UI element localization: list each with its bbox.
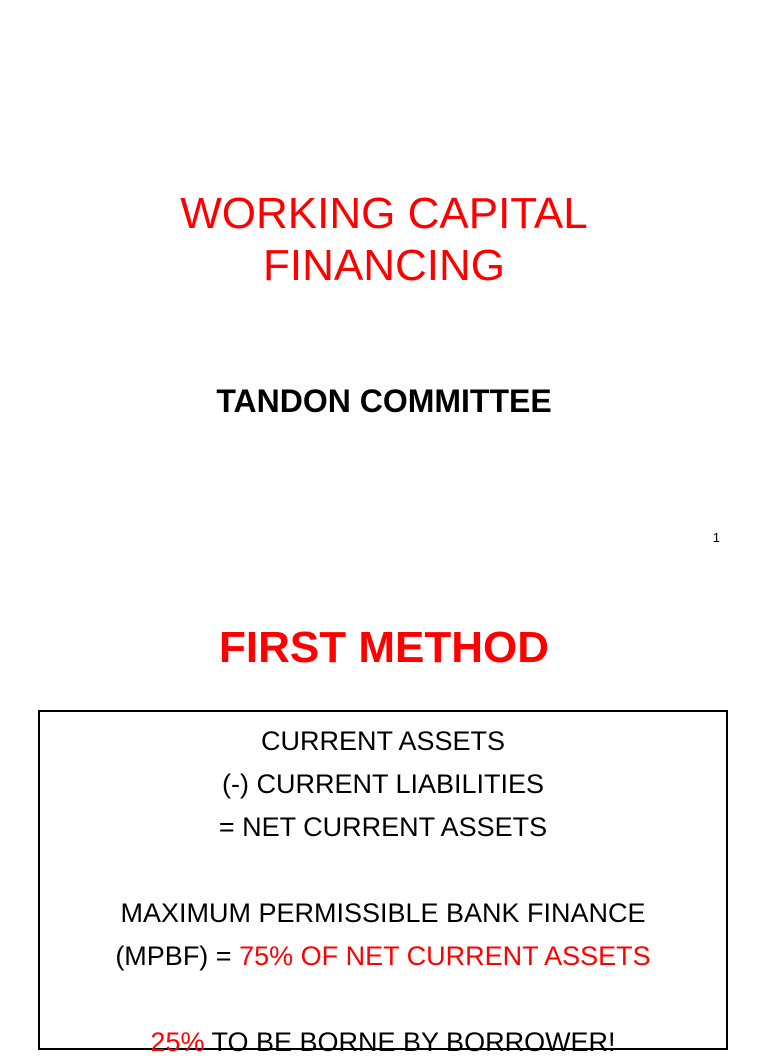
box-spacer xyxy=(40,849,726,892)
borrower-percent: 25% xyxy=(150,1027,212,1057)
title-line-1: WORKING CAPITAL xyxy=(180,189,588,238)
borrower-text: TO BE BORNE BY BORROWER! xyxy=(211,1027,616,1057)
page-number: 1 xyxy=(712,530,720,545)
box-line-borrower-share xyxy=(40,1021,726,1064)
slide-title xyxy=(0,188,768,292)
slide-subtitle: TANDON COMMITTEE xyxy=(216,383,552,419)
box-spacer xyxy=(40,978,726,1021)
title-line-2: FINANCING xyxy=(263,241,505,290)
mpbf-highlight: 75% OF NET CURRENT ASSETS xyxy=(239,941,651,971)
method-box xyxy=(38,710,728,1057)
box-line-net-current-assets: = NET CURRENT ASSETS xyxy=(218,812,548,842)
box-line-current-liabilities: (-) CURRENT LIABILITIES xyxy=(221,769,545,799)
box-line-mpbf-title: MAXIMUM PERMISSIBLE BANK FINANCE xyxy=(120,898,646,928)
mpbf-label: (MPBF) = xyxy=(115,941,240,971)
box-line-mpbf-formula xyxy=(40,935,726,978)
method-heading: FIRST METHOD xyxy=(219,623,549,672)
box-line-current-assets: CURRENT ASSETS xyxy=(260,726,506,756)
